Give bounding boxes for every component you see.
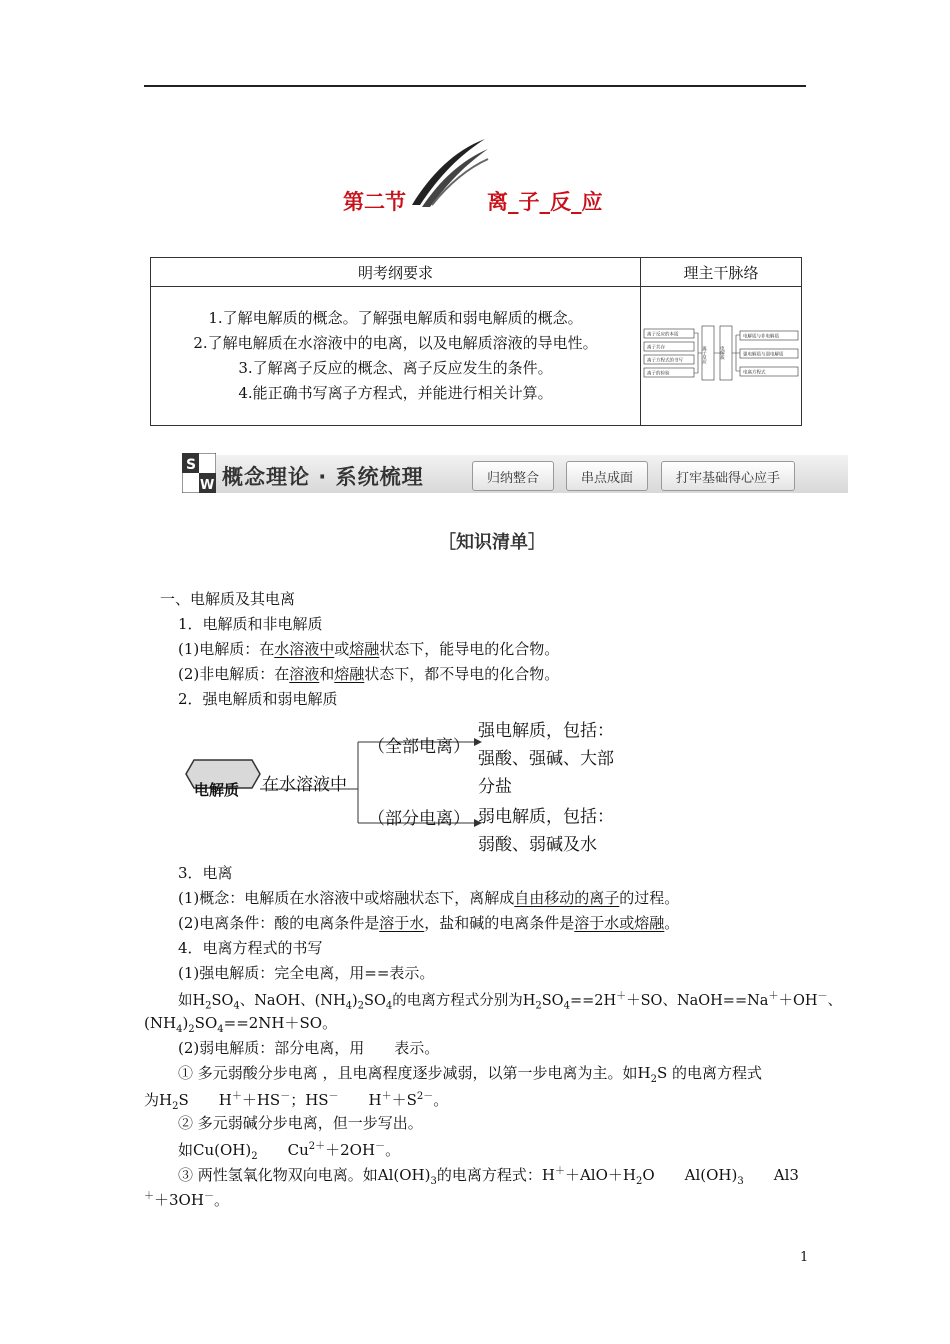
tag-foundation: 打牢基础得心应手 bbox=[661, 461, 795, 491]
strong-line-2: 强酸、强碱、大部 bbox=[478, 749, 614, 769]
header-rule bbox=[144, 85, 806, 87]
heading-1: 一、电解质及其电离 bbox=[160, 590, 296, 608]
section-number: 第二节 bbox=[343, 189, 406, 214]
subheading-1: 1．电解质和非电解质 bbox=[178, 615, 323, 633]
banner-title: 概念理论 · 系统梳理 bbox=[222, 465, 424, 489]
diagram-upper-branch: （全部电离） bbox=[368, 737, 470, 757]
strong-line-1: 强电解质，包括： bbox=[478, 721, 614, 741]
diagram-root: 电解质 bbox=[194, 781, 240, 799]
page-number: 1 bbox=[800, 1250, 809, 1265]
requirements-table bbox=[150, 257, 802, 426]
mindmap-cell bbox=[641, 287, 802, 426]
para-amphoteric-cont: ＋＋3OH－。 bbox=[144, 1191, 229, 1209]
req-header-left: 明考纲要求 bbox=[151, 258, 641, 287]
para-electrolyte: (1)电解质：在水溶液中或熔融状态下，能导电的化合物。 bbox=[178, 640, 560, 658]
req-item: 4.能正确书写离子方程式，并能进行相关计算。 bbox=[238, 384, 553, 402]
mindmap-right-3: 电离方程式 bbox=[743, 370, 766, 376]
svg-text:W: W bbox=[200, 478, 215, 493]
para-example-1: 如$H_2SO_4$、NaOH、$(NH_4)_2SO_4$的电离方程式分别为$H_2SO_4==2H^++SO$、NaOH==Na＋＋OH－、 bbox=[178, 991, 842, 1012]
tag-summary: 归纳整合 bbox=[472, 461, 554, 491]
weak-line-2: 弱酸、弱碱及水 bbox=[478, 835, 597, 855]
tag-connect: 串点成面 bbox=[566, 461, 648, 491]
mindmap-left-3: 离子方程式的书写 bbox=[647, 358, 683, 364]
strong-line-3: 分盐 bbox=[478, 777, 512, 797]
para-strong-electrolyte: (1)强电解质：完全电离，用==表示。 bbox=[178, 964, 435, 982]
diagram-medium: 在水溶液中 bbox=[262, 775, 347, 795]
subheading-4: 4．电离方程式的书写 bbox=[178, 939, 323, 957]
subheading-3: 3．电离 bbox=[178, 864, 233, 882]
mindmap bbox=[642, 316, 800, 396]
para-polybase: ② 多元弱碱分步电离，但一步写出。 bbox=[178, 1114, 423, 1132]
weak-line-1: 弱电解质，包括： bbox=[478, 807, 614, 827]
mindmap-left-2: 离子共存 bbox=[647, 345, 665, 351]
mindmap-center-2: 电解质 bbox=[719, 346, 725, 360]
para-polyacid-cont: 为$H_2S$ H＋＋HS－；HS－ $H^++S^{2-}$。 bbox=[144, 1091, 449, 1112]
mindmap-center-1: 离子反应 bbox=[701, 346, 707, 364]
req-item: 3.了解离子反应的概念、离子反应发生的条件。 bbox=[238, 359, 553, 377]
mindmap-right-1: 电解质与非电解质 bbox=[743, 334, 779, 340]
para-ionization-condition: (2)电离条件：酸的电离条件是溶于水，盐和碱的电离条件是溶于水或熔融。 bbox=[178, 914, 680, 932]
req-item: 1.了解电解质的概念。了解强电解质和弱电解质的概念。 bbox=[208, 309, 583, 327]
section-title: 离_子_反_应 bbox=[487, 189, 603, 214]
para-nonelectrolyte: (2)非电解质：在溶液和熔融状态下，都不导电的化合物。 bbox=[178, 665, 560, 683]
mindmap-left-1: 离子反应的本质 bbox=[647, 332, 679, 338]
mindmap-right-2: 强电解质与弱电解质 bbox=[743, 352, 784, 358]
mindmap-left-4: 离子的检验 bbox=[647, 371, 670, 377]
para-ionization-concept: (1)概念：电解质在水溶液中或熔融状态下，离解成自由移动的离子的过程。 bbox=[178, 889, 680, 907]
sw-logo-icon bbox=[182, 453, 216, 493]
diagram-lower-branch: （部分电离） bbox=[368, 809, 470, 829]
para-polybase-example: 如$Cu(OH)_2$ $Cu^{2+}+2OH^-$。 bbox=[178, 1141, 401, 1162]
knowledge-list-title: ［知识清单］ bbox=[438, 532, 546, 553]
req-items bbox=[151, 287, 641, 426]
para-amphoteric: ③ 两性氢氧化物双向电离。如$Al(OH)_3$的电离方程式：$H^++AlO+H_2O$ $Al(OH)_3$ Al3 bbox=[178, 1166, 799, 1187]
svg-text:S: S bbox=[186, 457, 197, 473]
subheading-2: 2．强电解质和弱电解质 bbox=[178, 690, 338, 708]
para-weak-electrolyte: (2)弱电解质：部分电离，用 表示。 bbox=[178, 1039, 440, 1057]
para-example-1-cont: $(NH_4)_2SO_4==2NH+SO$。 bbox=[144, 1014, 338, 1035]
req-header-right: 理主干脉络 bbox=[641, 258, 802, 287]
para-polyacid: ① 多元弱酸分步电离 ，且电离程度逐步减弱，以第一步电离为主。如$H_2S$ 的电离方程式 bbox=[178, 1064, 763, 1085]
swoosh-decoration bbox=[410, 135, 490, 210]
req-item: 2.了解电解质在水溶液中的电离，以及电解质溶液的导电性。 bbox=[193, 334, 598, 352]
